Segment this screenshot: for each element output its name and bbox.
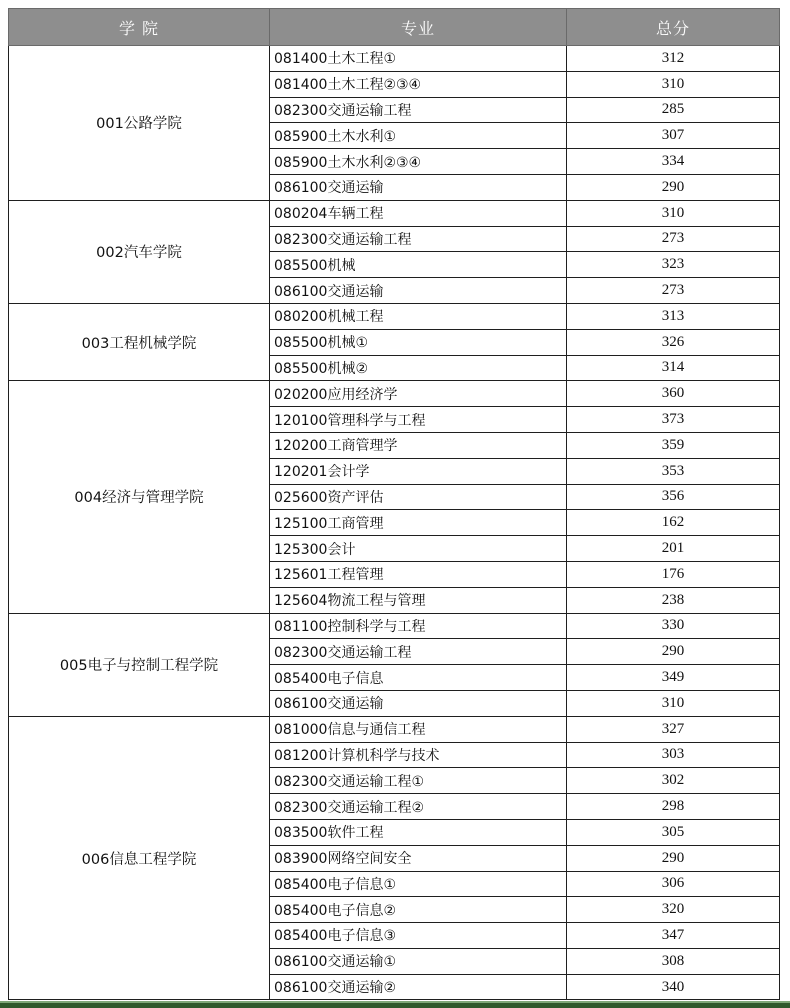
college-cell: 006信息工程学院 <box>9 716 270 1000</box>
header-major: 专业 <box>270 9 567 46</box>
score-cell: 373 <box>567 407 780 433</box>
table-row <box>9 381 780 407</box>
score-cell: 201 <box>567 536 780 562</box>
table-row <box>9 200 780 226</box>
major-cell: 125604物流工程与管理 <box>270 587 567 613</box>
score-cell: 285 <box>567 97 780 123</box>
score-cell: 308 <box>567 948 780 974</box>
score-cell: 305 <box>567 819 780 845</box>
score-cell: 238 <box>567 587 780 613</box>
major-cell: 086100交通运输② <box>270 974 567 1000</box>
score-cell: 359 <box>567 432 780 458</box>
major-cell: 025600资产评估 <box>270 484 567 510</box>
score-cell: 326 <box>567 329 780 355</box>
score-cell: 310 <box>567 200 780 226</box>
header-college: 学 院 <box>9 9 270 46</box>
college-cell: 003工程机械学院 <box>9 303 270 380</box>
major-cell: 085500机械② <box>270 355 567 381</box>
major-cell: 081200计算机科学与技术 <box>270 742 567 768</box>
score-table-container <box>8 8 779 1000</box>
major-cell: 086100交通运输 <box>270 278 567 304</box>
table-body <box>9 46 780 1000</box>
major-cell: 120200工商管理学 <box>270 432 567 458</box>
major-cell: 081400土木工程②③④ <box>270 71 567 97</box>
college-cell: 004经济与管理学院 <box>9 381 270 613</box>
major-cell: 081400土木工程① <box>270 46 567 72</box>
major-cell: 085500机械 <box>270 252 567 278</box>
score-cell: 340 <box>567 974 780 1000</box>
score-cell: 323 <box>567 252 780 278</box>
major-cell: 085400电子信息③ <box>270 923 567 949</box>
table-row <box>9 613 780 639</box>
score-cell: 310 <box>567 71 780 97</box>
header-row <box>9 9 780 46</box>
score-cell: 356 <box>567 484 780 510</box>
major-cell: 125601工程管理 <box>270 561 567 587</box>
major-cell: 080204车辆工程 <box>270 200 567 226</box>
score-cell: 307 <box>567 123 780 149</box>
major-cell: 080200机械工程 <box>270 303 567 329</box>
score-cell: 313 <box>567 303 780 329</box>
table-header <box>9 9 780 46</box>
major-cell: 081000信息与通信工程 <box>270 716 567 742</box>
bottom-border-highlight <box>0 1001 790 1003</box>
table-row <box>9 716 780 742</box>
major-cell: 086100交通运输 <box>270 174 567 200</box>
major-cell: 082300交通运输工程 <box>270 226 567 252</box>
college-cell: 005电子与控制工程学院 <box>9 613 270 716</box>
score-cell: 347 <box>567 923 780 949</box>
score-cell: 360 <box>567 381 780 407</box>
score-cell: 312 <box>567 46 780 72</box>
major-cell: 085400电子信息 <box>270 665 567 691</box>
score-cell: 303 <box>567 742 780 768</box>
score-cell: 290 <box>567 639 780 665</box>
score-cell: 314 <box>567 355 780 381</box>
score-cell: 162 <box>567 510 780 536</box>
major-cell: 086100交通运输① <box>270 948 567 974</box>
score-table <box>8 8 780 1000</box>
major-cell: 083500软件工程 <box>270 819 567 845</box>
table-row <box>9 46 780 72</box>
score-cell: 349 <box>567 665 780 691</box>
score-cell: 353 <box>567 458 780 484</box>
score-cell: 330 <box>567 613 780 639</box>
college-cell: 001公路学院 <box>9 46 270 201</box>
table-row <box>9 303 780 329</box>
major-cell: 081100控制科学与工程 <box>270 613 567 639</box>
major-cell: 082300交通运输工程 <box>270 97 567 123</box>
bottom-border-bar <box>0 1001 790 1008</box>
major-cell: 082300交通运输工程② <box>270 794 567 820</box>
major-cell: 125100工商管理 <box>270 510 567 536</box>
score-cell: 176 <box>567 561 780 587</box>
score-cell: 273 <box>567 226 780 252</box>
major-cell: 085400电子信息① <box>270 871 567 897</box>
score-cell: 302 <box>567 768 780 794</box>
score-cell: 327 <box>567 716 780 742</box>
major-cell: 120201会计学 <box>270 458 567 484</box>
score-cell: 298 <box>567 794 780 820</box>
major-cell: 083900网络空间安全 <box>270 845 567 871</box>
major-cell: 085500机械① <box>270 329 567 355</box>
major-cell: 120100管理科学与工程 <box>270 407 567 433</box>
major-cell: 086100交通运输 <box>270 690 567 716</box>
score-cell: 306 <box>567 871 780 897</box>
header-score: 总分 <box>567 9 780 46</box>
score-cell: 310 <box>567 690 780 716</box>
score-cell: 290 <box>567 845 780 871</box>
major-cell: 082300交通运输工程 <box>270 639 567 665</box>
score-cell: 334 <box>567 149 780 175</box>
major-cell: 125300会计 <box>270 536 567 562</box>
college-cell: 002汽车学院 <box>9 200 270 303</box>
major-cell: 085900土木水利① <box>270 123 567 149</box>
score-cell: 290 <box>567 174 780 200</box>
major-cell: 085400电子信息② <box>270 897 567 923</box>
major-cell: 020200应用经济学 <box>270 381 567 407</box>
score-cell: 320 <box>567 897 780 923</box>
major-cell: 082300交通运输工程① <box>270 768 567 794</box>
score-cell: 273 <box>567 278 780 304</box>
major-cell: 085900土木水利②③④ <box>270 149 567 175</box>
